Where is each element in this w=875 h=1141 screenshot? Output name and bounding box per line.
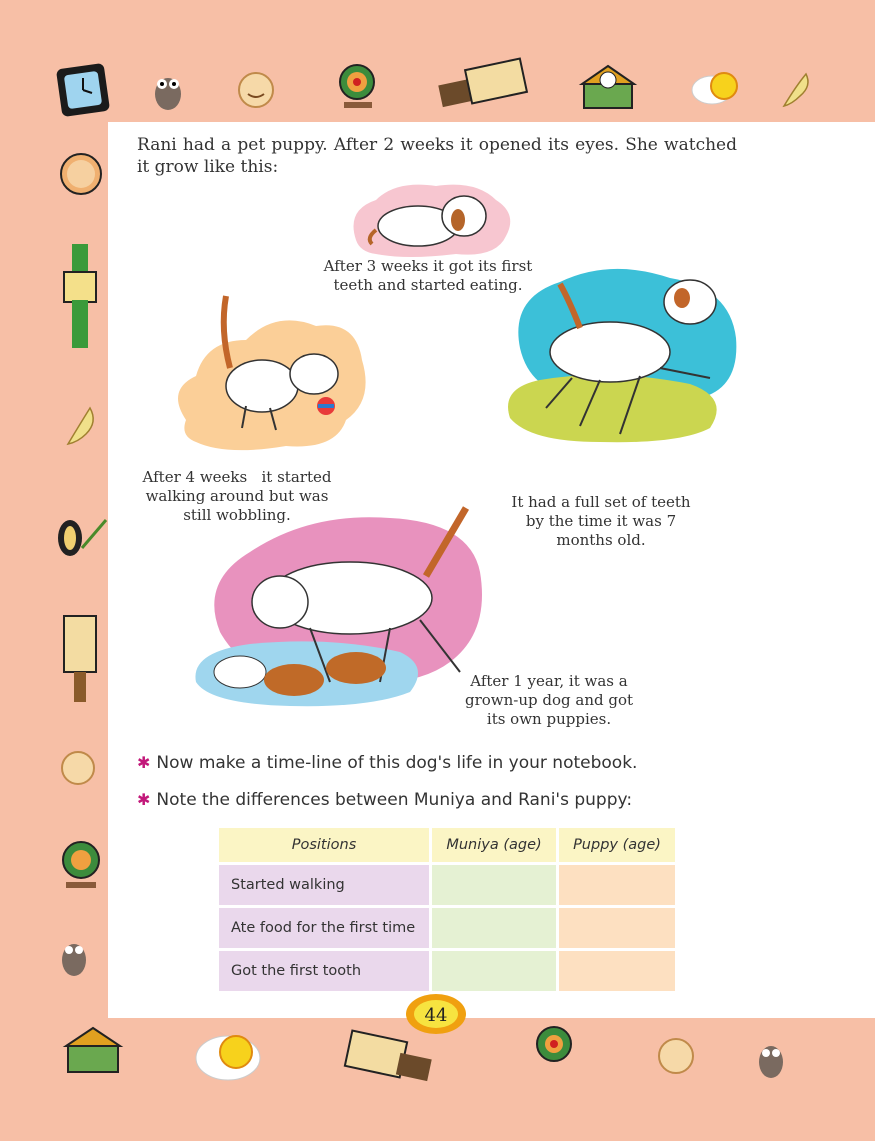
caption-4-weeks-line-3: still wobbling. [183, 506, 291, 524]
smiling-clock-icon [654, 1036, 698, 1076]
clock-icon [55, 62, 111, 118]
caption-4-weeks-line-2: walking around but was [145, 487, 329, 505]
smiling-clock-icon [236, 70, 276, 110]
bullet-timeline-text: Now make a time-line of this dog's life in your notebook. [156, 753, 638, 773]
green-clock-icon [58, 838, 104, 892]
young-dog-walking-illustration [500, 258, 742, 446]
wooden-clock-icon [436, 56, 530, 112]
caption-1-year [446, 672, 652, 729]
page-number: 44 [424, 1005, 448, 1026]
puppy-age-cell[interactable] [559, 951, 675, 991]
caption-7-months [494, 493, 708, 550]
puppy-playing-with-ball-illustration [166, 290, 376, 460]
green-clock-icon [530, 1022, 578, 1072]
caption-4-weeks-line-1: After 4 weeks it started [142, 468, 332, 486]
owl-icon [58, 934, 90, 978]
owl-icon [150, 68, 186, 112]
round-clock-icon [56, 140, 106, 200]
row-label: Got the first tooth [219, 951, 429, 991]
caption-1-year-line-2: grown-up dog and got [464, 691, 634, 709]
bird-icon [60, 400, 102, 452]
table-row [219, 951, 675, 991]
bullet-differences-text: Note the differences between Muniya and Rani's puppy: [156, 790, 633, 810]
bird-icon [776, 66, 816, 114]
house-clock-icon [578, 62, 638, 112]
comparison-table [216, 825, 678, 994]
star-bullet-icon: ✱ [137, 790, 151, 809]
table-row [219, 908, 675, 948]
header-positions: Positions [219, 828, 429, 862]
muniya-age-cell[interactable] [432, 865, 556, 905]
caption-3-weeks-line-2: teeth and started eating. [333, 276, 523, 294]
muniya-age-cell[interactable] [432, 908, 556, 948]
row-label: Started walking [219, 865, 429, 905]
wrist-watch-icon [60, 244, 102, 352]
header-muniya-age: Muniya (age) [432, 828, 556, 862]
caption-1-year-line-1: After 1 year, it was a [470, 672, 628, 690]
sun-icon [690, 66, 750, 112]
sleeping-puppy-illustration [346, 180, 516, 260]
owl-icon [754, 1038, 788, 1080]
pendulum-clock-icon [58, 612, 104, 704]
caption-7-months-line-3: months old. [556, 531, 646, 549]
puppy-age-cell[interactable] [559, 865, 675, 905]
house-clock-icon [62, 1024, 124, 1076]
bullet-differences [137, 790, 632, 810]
cuckoo-bird-icon [52, 508, 110, 568]
smiling-clock-icon [58, 748, 98, 788]
caption-7-months-line-2: by the time it was 7 [525, 512, 677, 530]
header-puppy-age: Puppy (age) [559, 828, 675, 862]
grown-dog-with-puppies-illustration [190, 502, 490, 712]
table-row [219, 865, 675, 905]
page-number-badge [404, 992, 468, 1036]
caption-7-months-line-1: It had a full set of teeth [511, 493, 691, 511]
star-bullet-icon: ✱ [137, 753, 151, 772]
puppy-age-cell[interactable] [559, 908, 675, 948]
row-label: Ate food for the first time [219, 908, 429, 948]
muniya-age-cell[interactable] [432, 951, 556, 991]
caption-1-year-line-3: its own puppies. [486, 710, 612, 728]
table-header-row [219, 828, 675, 862]
intro-paragraph: Rani had a pet puppy. After 2 weeks it opened its eyes. She watched it grow like this: [137, 135, 737, 177]
sun-icon [192, 1026, 280, 1086]
green-clock-icon [334, 62, 380, 112]
caption-3-weeks-line-1: After 3 weeks it got its first [323, 257, 533, 275]
bullet-timeline [137, 753, 637, 773]
